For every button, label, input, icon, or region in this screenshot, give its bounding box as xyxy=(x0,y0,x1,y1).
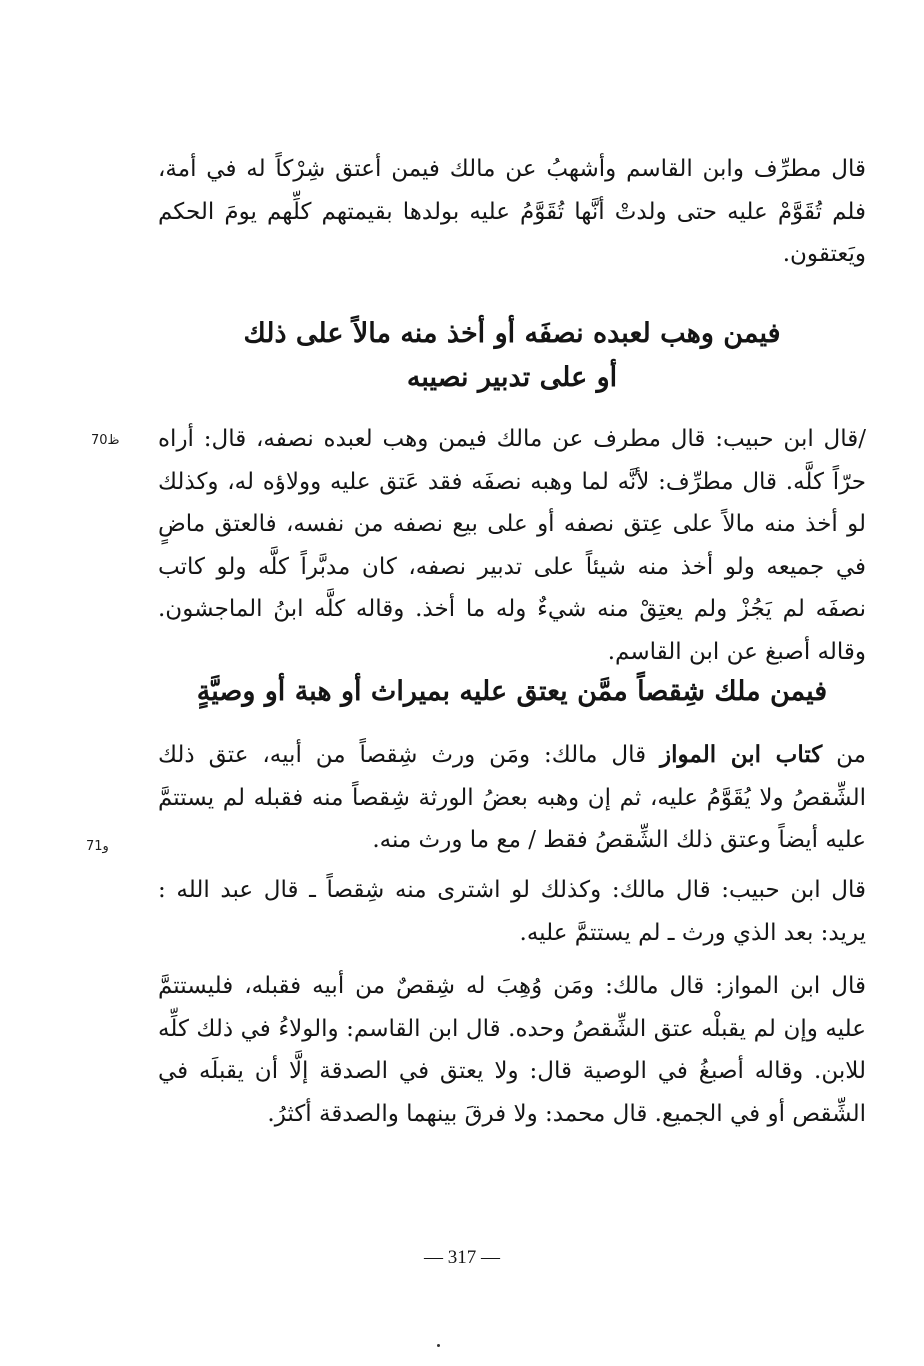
folio-marker-71: و71 xyxy=(86,839,109,854)
paragraph-intro xyxy=(158,148,866,276)
paragraph-purchase-text: قال ابن حبيب: قال مالك: وكذلك لو اشترى منه شِقصاً ـ قال عبد الله : يريد: بعد الذي ورث ـ لم يستتمَّ عليه. xyxy=(158,877,866,946)
paragraph-intro-text: قال مطرِّف وابن القاسم وأشهبُ عن مالك فيمن أعتق شِرْكاً له في أمة، فلم تُقَوَّمْ عليه حتى ولدتْ أنَّها تُقَوَّمُ عليه بولدها بقيمتهم كلِّهم يومَ الحكم ويَعتقون. xyxy=(158,156,866,267)
paragraph-ibn-habib xyxy=(158,418,866,673)
paragraph-ibn-al-mawaz xyxy=(158,734,866,862)
paragraph-rest: قال مالك: ومَن ورث شِقصاً من أبيه، عتق ذلك الشِّقصُ ولا يُقَوَّمُ عليه، ثم إن وهبه بعضُ الورثة شِقصاً منه فقبله لم يستتمَّ عليه أيضاً وعتق ذلك الشِّقصُ فقط / مع ما ورث منه. xyxy=(158,742,866,853)
heading-2-line: فيمن ملك شِقصاً ممَّن يعتق عليه بميراث أو هبة أو وصيَّةٍ xyxy=(196,676,828,707)
paragraph-prefix: من xyxy=(836,742,866,768)
paragraph-ibn-habib-text: /قال ابن حبيب: قال مطرف عن مالك فيمن وهب لعبده نصفه، قال: أراه حرّاً كلَّه. قال مطرِّف: لأنَّه لما وهبه نصفَه فقد عَتق عليه وولاؤه له، وكذلك لو أخذ منه مالاً على عِتق نصفه أو على بيع نصفه من نفسه، فالعتق ماضٍ في جميعه ولو أخذ منه شيئاً على تدبير نصفه، كان مدبَّراً كلَّه ولو كاتب نصفَه لم يَجُزْ ولم يعتِقْ منه شيءٌ وله ما أخذ. وقاله كلَّه ابنُ الماجشون. وقاله أصبغ عن ابن القاسم. xyxy=(158,426,866,665)
paragraph-gift-share-text: قال ابن المواز: قال مالك: ومَن وُهِبَ له شِقصٌ من أبيه فقبله، فليستتمَّ عليه وإن لم يقبلْه عتق الشِّقصُ وحده. قال ابن القاسم: والولاءُ في ذلك كلِّه للابن. وقاله أصبغُ في الوصية قال: ولا يعتق في الصدقة إلَّا أن يقبلَه في الشِّقص أو في الجميع. قال محمد: ولا فرقَ بينهما والصدقة أكثرُ. xyxy=(158,973,866,1127)
paragraph-purchase xyxy=(158,869,866,954)
section-heading-gift-to-slave xyxy=(158,312,866,400)
book-title-inline: كتاب ابن المواز xyxy=(660,741,823,768)
section-heading-share-inheritance xyxy=(158,670,866,714)
print-speck xyxy=(437,1344,440,1347)
page-number: — 317 — xyxy=(424,1247,500,1268)
heading-line-2: أو على تدبير نصيبه xyxy=(406,362,618,393)
folio-marker-70: ظ70 xyxy=(91,433,120,448)
paragraph-gift-share xyxy=(158,965,866,1135)
heading-line-1: فيمن وهب لعبده نصفَه أو أخذ منه مالاً على ذلك xyxy=(243,318,781,349)
